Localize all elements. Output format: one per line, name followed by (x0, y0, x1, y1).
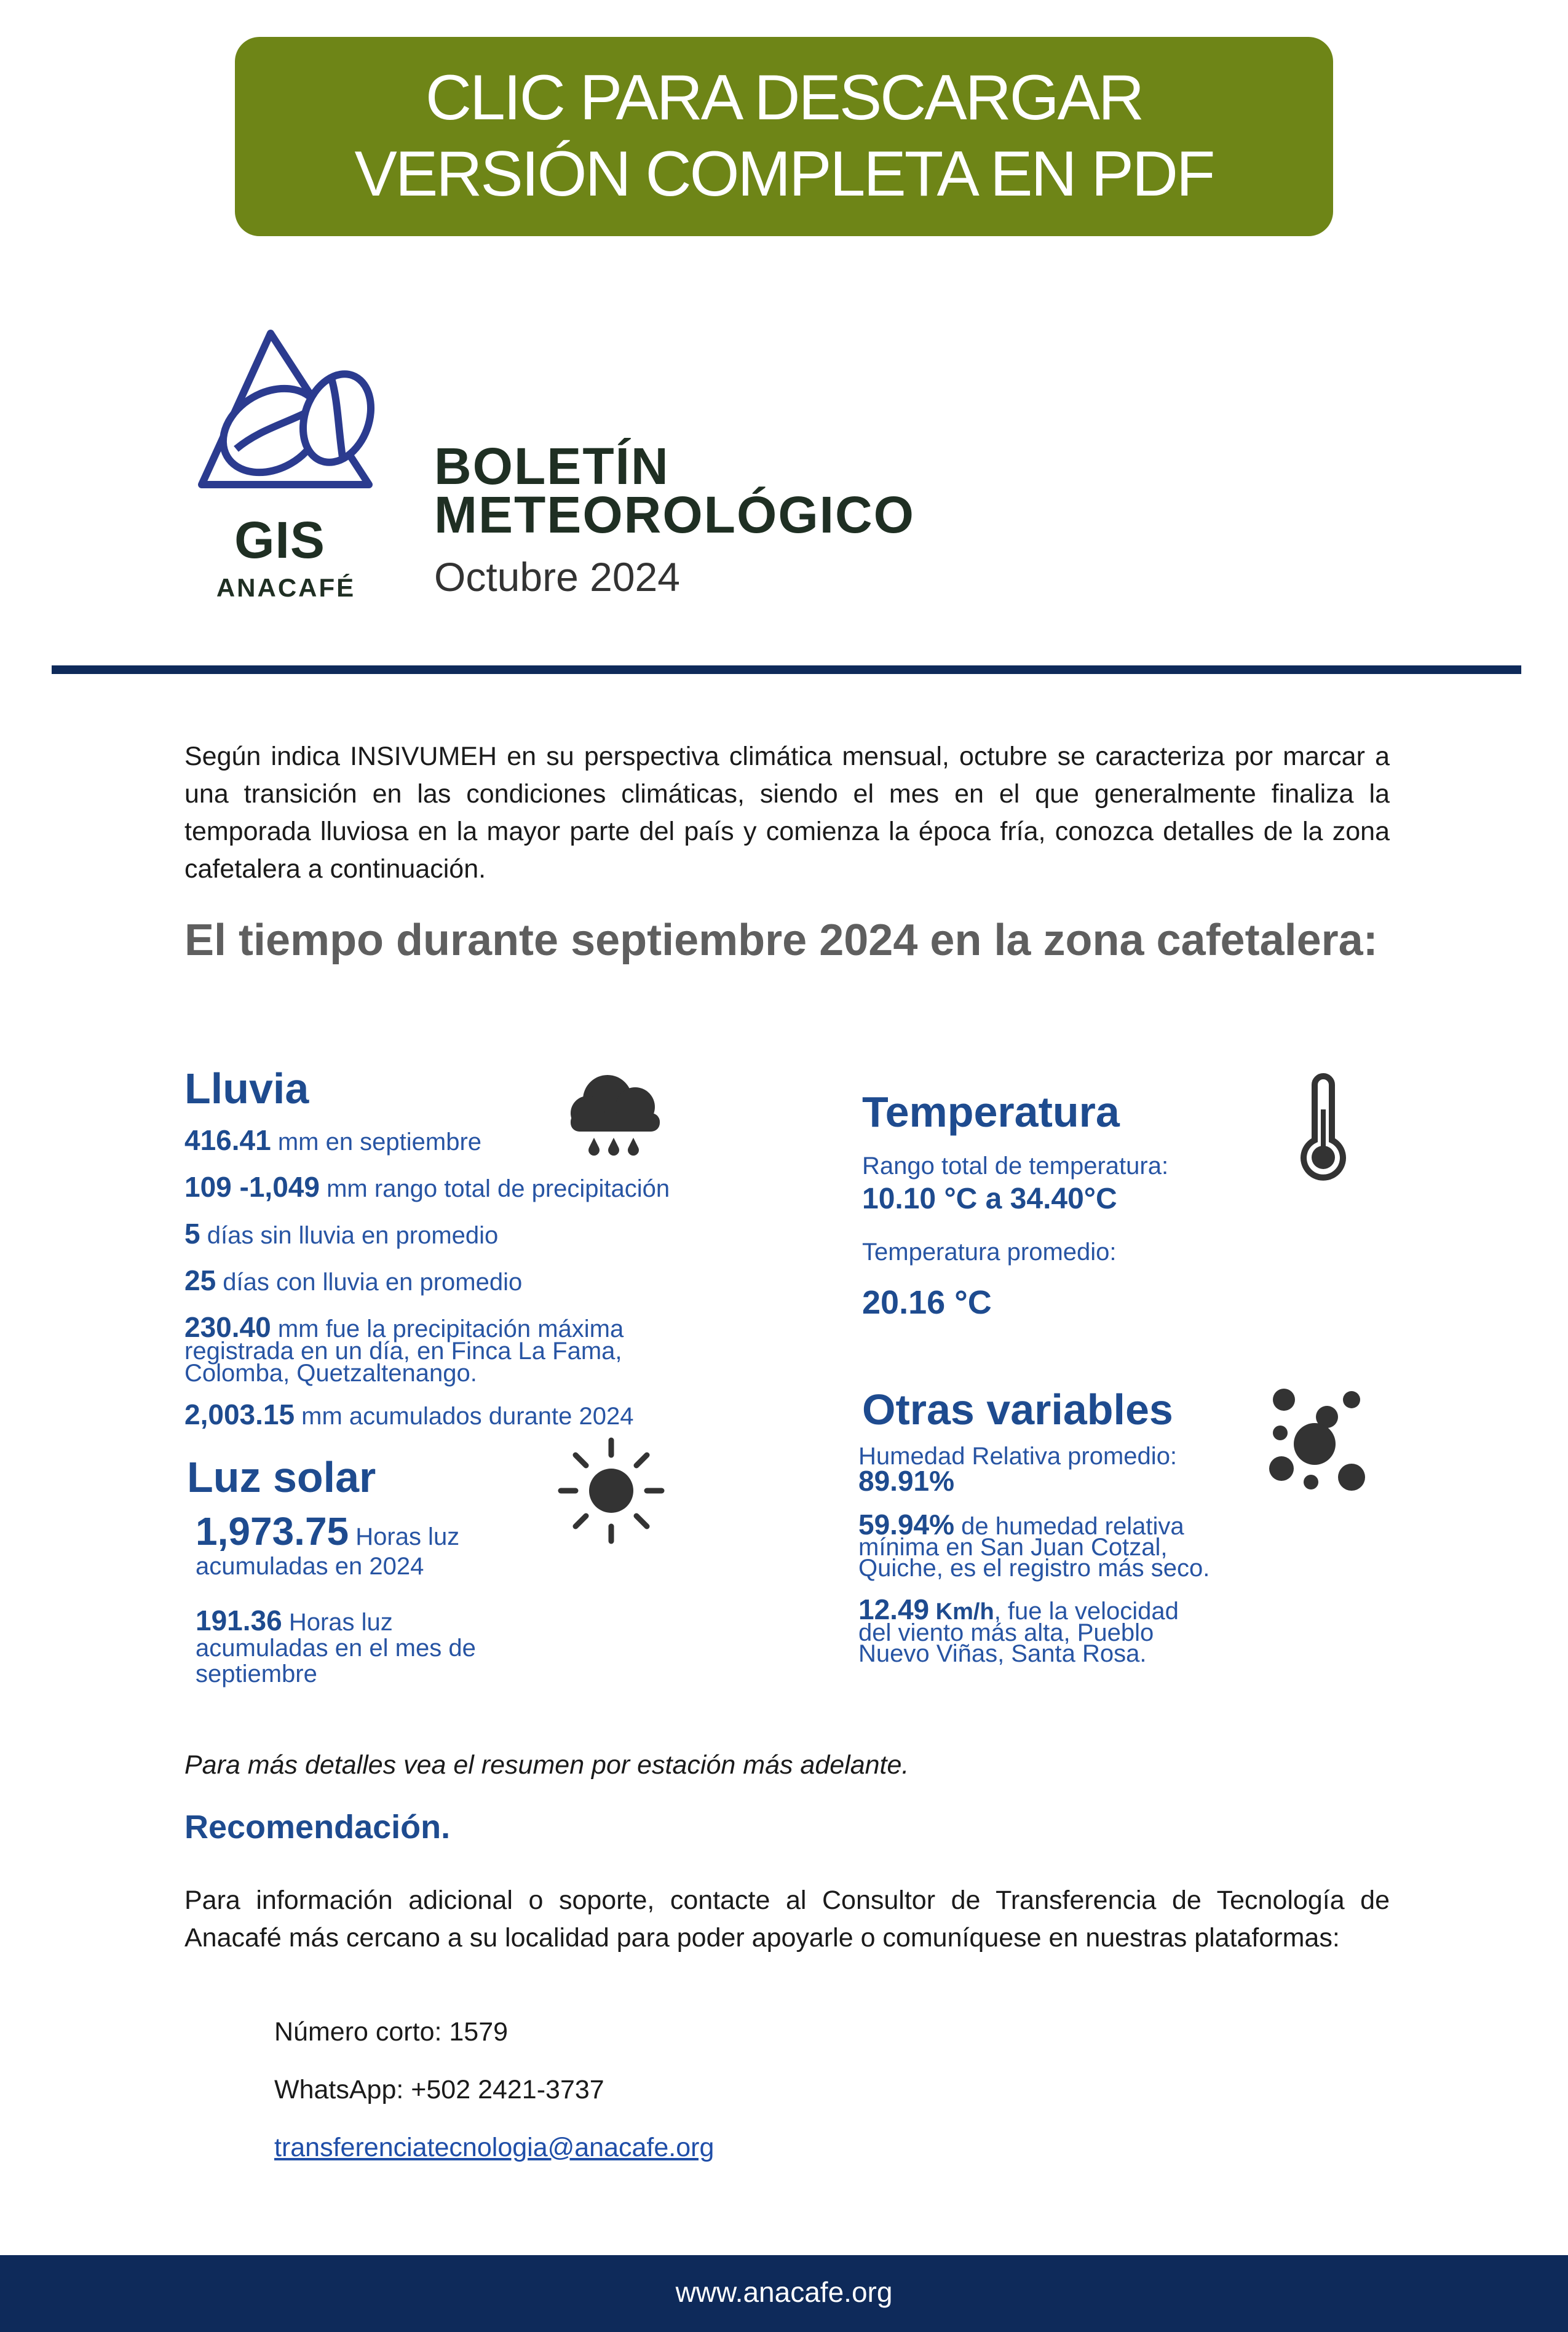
humidity-minimum: 59.94% de humedad relativa mínima en San Juan Cotzal, Quiche, es el registro más seco. (858, 1509, 1210, 1582)
section-heading: El tiempo durante septiembre 2024 en la zona cafetalera: (184, 916, 1378, 965)
rain-stat-max: 230.40 mm fue la precipitación máxima registrada en un día, en Finca La Fama, Colomba, Quetzaltenango. (184, 1311, 624, 1387)
temperature-avg-value: 20.16 °C (862, 1284, 992, 1321)
rain-title: Lluvia (184, 1065, 309, 1112)
email-link[interactable]: transferenciatecnologia@anacafe.org (274, 2133, 715, 2162)
rain-cloud-icon (564, 1069, 665, 1161)
thermometer-icon (1296, 1073, 1350, 1182)
sun-stat-month: 191.36 Horas luz acumuladas en el mes de septiembre (196, 1604, 476, 1688)
download-banner-line2: VERSIÓN COMPLETA EN PDF (354, 138, 1214, 210)
bulletin-date: Octubre 2024 (434, 554, 680, 600)
bulletin-title-line2: METEOROLÓGICO (434, 486, 915, 544)
sun-title: Luz solar (187, 1453, 376, 1501)
header-divider (52, 665, 1521, 674)
whatsapp-number: WhatsApp: +502 2421-3737 (274, 2075, 604, 2104)
intro-paragraph: Según indica INSIVUMEH en su perspectiva climática mensual, octubre se caracteriza por marcar a una transición en las condiciones climáticas, siendo el mes en el que generalmente finaliza la temporada lluviosa en la mayor parte del país y comienza la época fría, conozca detalles de la zona cafetalera a continuación. (184, 742, 1390, 884)
rain-stat-range: 109 -1,049 mm rango total de precipitación (184, 1171, 670, 1203)
footer-website-link[interactable]: www.anacafe.org (675, 2276, 893, 2308)
temperature-range-label: Rango total de temperatura: (862, 1152, 1169, 1180)
brand-gis: GIS (234, 511, 325, 569)
bulletin-title-line1: BOLETÍN (434, 437, 670, 495)
droplets-icon (1265, 1385, 1369, 1493)
sun-icon (557, 1437, 665, 1545)
short-number: Número corto: 1579 (274, 2017, 509, 2047)
temperature-avg-label: Temperatura promedio: (862, 1239, 1117, 1266)
rain-stat-dry-days: 5 días sin lluvia en promedio (184, 1218, 499, 1250)
humidity-average: Humedad Relativa promedio: 89.91% (858, 1443, 1178, 1497)
details-note: Para más detalles vea el resumen por estación más adelante. (184, 1750, 909, 1780)
brand-anacafe: ANACAFÉ (216, 573, 356, 602)
sun-stat-year: 1,973.75 Horas luz acumuladas en 2024 (196, 1509, 460, 1580)
download-banner-line1: CLIC PARA DESCARGAR (425, 62, 1143, 133)
rain-stat-rainy-days: 25 días con lluvia en promedio (184, 1264, 523, 1296)
temperature-title: Temperatura (862, 1088, 1120, 1136)
download-pdf-button[interactable] (235, 37, 1333, 236)
recommendation-text: Para información adicional o soporte, contacte al Consultor de Transferencia de Tecnología de Anacafé más cercano a su localidad para poder apoyarle o comuníquese en nuestras plataformas: (184, 1886, 1390, 1953)
wind-max: 12.49 Km/h, fue la velocidad del viento más alta, Pueblo Nuevo Viñas, Santa Rosa. (858, 1593, 1179, 1667)
temperature-range-value: 10.10 °C a 34.40°C (862, 1183, 1117, 1215)
recommendation-title: Recomendación. (184, 1809, 451, 1846)
rain-stat-accumulated: 2,003.15 mm acumulados durante 2024 (184, 1398, 634, 1430)
other-variables-title: Otras variables (862, 1386, 1173, 1434)
rain-stat-monthly: 416.41 mm en septiembre (184, 1124, 482, 1156)
